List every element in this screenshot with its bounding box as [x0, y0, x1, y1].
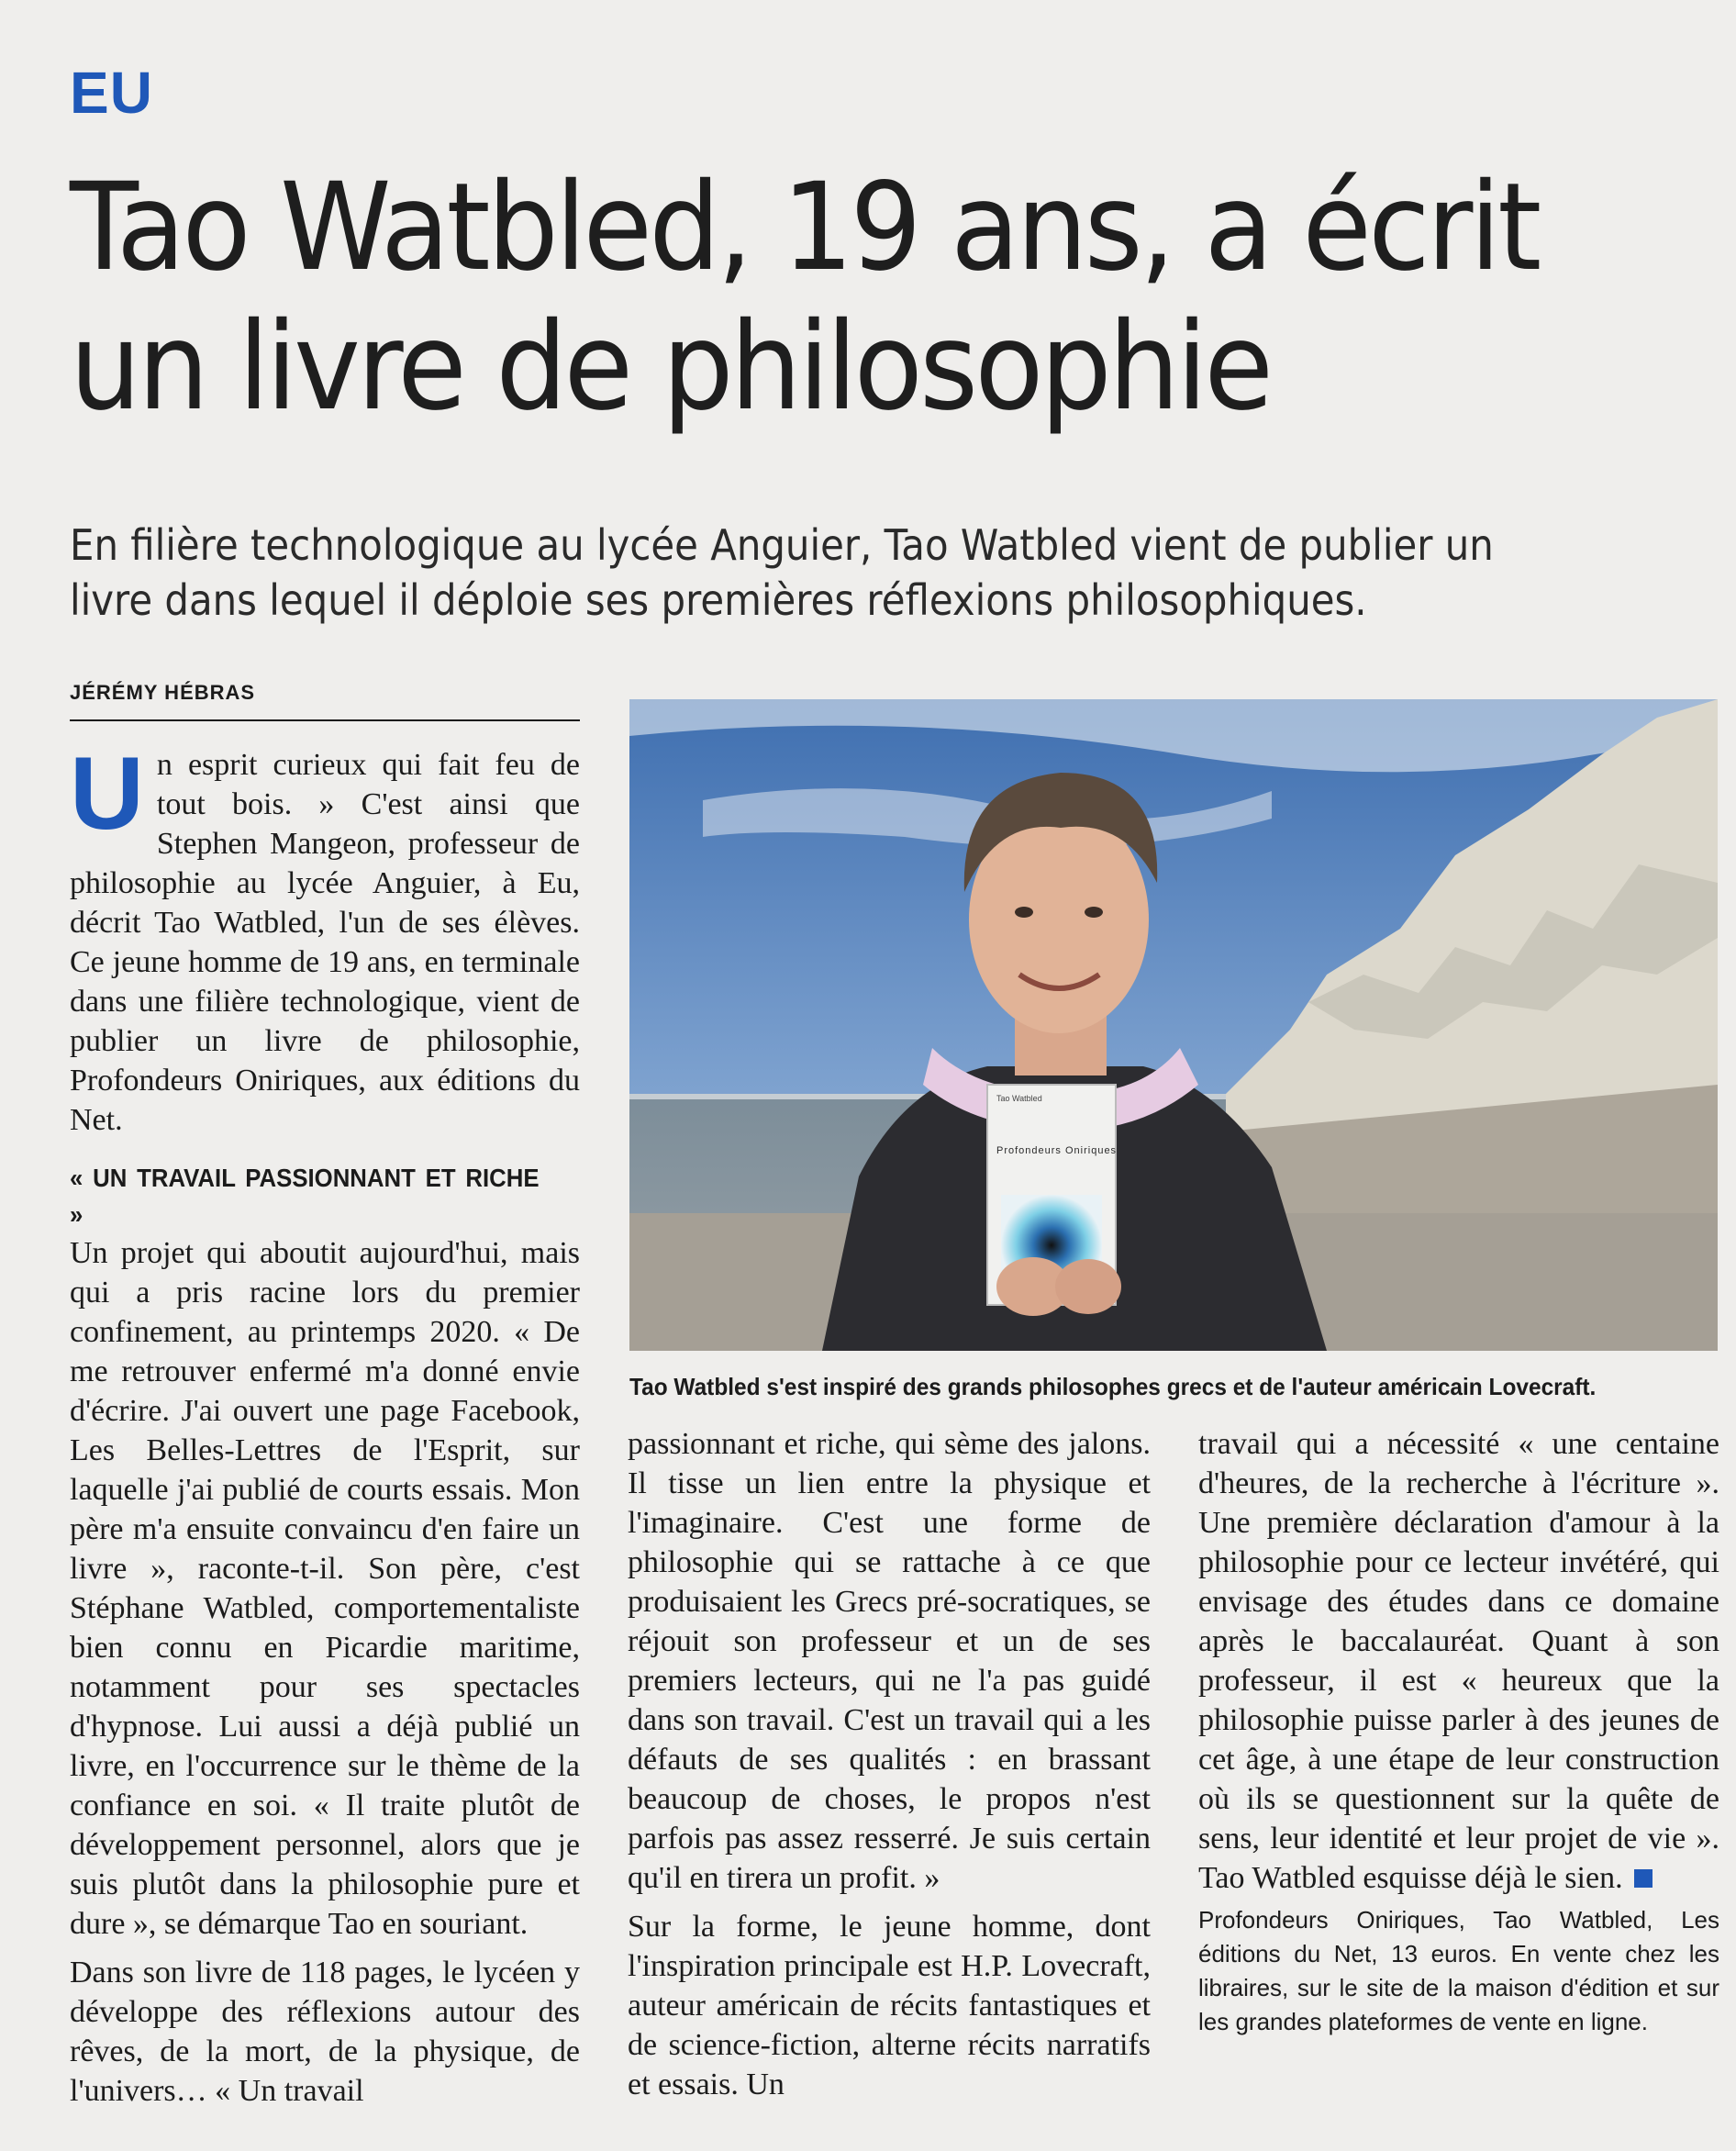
paragraph-4: Sur la forme, le jeune homme, dont l'inspiration principale est H.P. Lovecraft, auteur américain de récits fantastiques et de science-fiction, alterne récits narratifs et essais. Un: [628, 1910, 1151, 2101]
drop-cap: U: [70, 736, 144, 851]
paragraph-3-start: Dans son livre de 118 pages, le lycéen y développe des réflexions autour des rêves, de la mort, de la physique, de l'univers… « Un travail: [70, 1956, 580, 2108]
article-column-1: [70, 736, 580, 2111]
standfirst: En filière technologique au lycée Anguier, Tao Watbled vient de publier un livre dans lequel il déploie ses premières réflexions philosophiques.: [70, 520, 1494, 625]
book-title: Profondeurs Oniriques: [996, 1145, 1118, 1156]
photo-illustration: [629, 699, 1718, 1351]
article-column-3: [1198, 1424, 1719, 2039]
photo-caption: Tao Watbled s'est inspiré des grands philosophes grecs et de l'auteur américain Lovecraft.: [629, 1373, 1597, 1400]
book-author: Tao Watbled: [996, 1094, 1042, 1103]
end-mark-icon: [1634, 1869, 1653, 1888]
paragraph-2: Un projet qui aboutit aujourd'hui, mais qui a pris racine lors du premier confinement, au printemps 2020. « De me retrouver enfermé m'a donné envie d'écrire. J'ai ouvert une page Facebook, Les Belles-Lettres de l'Esprit, sur laquelle j'ai publié de courts essais. Mon père m'a ensuite convaincu d'en faire un livre », raconte-t-il. Son père, c'est Stéphane Watbled, comportementaliste bien connu en Picardie maritime, notamment pour ses spectacles d'hypnose. Lui aussi a déjà publié un livre, en l'occurrence sur le thème de la confiance en soi. « Il traite plutôt de développement personnel, alors que je suis plutôt dans la philosophie pure et dure », se démarque Tao en souriant.: [70, 1236, 580, 1941]
headline: Tao Watbled, 19 ans, a écrit un livre de philosophie: [70, 157, 1539, 438]
paragraph-4-continued: [1198, 1424, 1719, 1898]
book-info-note: Profondeurs Oniriques, Tao Watbled, Les éditions du Net, 13 euros. En vente chez les libraires, sur le site de la maison d'édition et sur les grandes plateformes de vente en ligne.: [1198, 1906, 1719, 2035]
paragraph-4-continued-text: travail qui a nécessité « une centaine d'heures, de la recherche à l'écriture ». Une première déclaration d'amour à la philosophie pour ce lecteur invétéré, qui envisage des études dans ce domaine après le baccalauréat. Quant à son professeur, il est « heureux que la philosophie puisse parler à des jeunes de cet âge, à une étape de leur construction où ils se questionnent sur la quête de sens, leur identité et leur projet de vie ». Tao Watbled esquisse déjà le sien.: [1198, 1427, 1719, 1895]
subheading: « UN TRAVAIL PASSIONNANT ET RICHE »: [70, 1164, 540, 1229]
article-photo: [629, 699, 1718, 1351]
paragraph-3-continued: passionnant et riche, qui sème des jalons. Il tisse un lien entre la physique et l'imaginaire. C'est une forme de philosophie qui se rattache à ce que produisaient les Grecs pré-socratiques, se réjouit son professeur et un de ses premiers lecteurs, qui ne l'a pas guidé dans son travail. C'est un travail qui a les défauts de ses qualités : en brassant beaucoup de choses, le propos n'est parfois pas assez resserré. Je suis certain qu'il en tirera un profit. »: [628, 1427, 1151, 1895]
byline: JÉRÉMY HÉBRAS: [70, 681, 580, 721]
intro-paragraph: [70, 736, 580, 1140]
section-label: EU: [70, 60, 153, 126]
intro-text: n esprit curieux qui fait feu de tout bois. » C'est ainsi que Stephen Mangeon, professeur de philosophie au lycée Anguier, à Eu, décrit Tao Watbled, l'un de ses élèves. Ce jeune homme de 19 ans, en terminale dans une filière technologique, vient de publier un livre de philosophie, Profondeurs Oniriques, aux éditions du Net.: [70, 748, 580, 1137]
article-column-2: [628, 1424, 1151, 2104]
